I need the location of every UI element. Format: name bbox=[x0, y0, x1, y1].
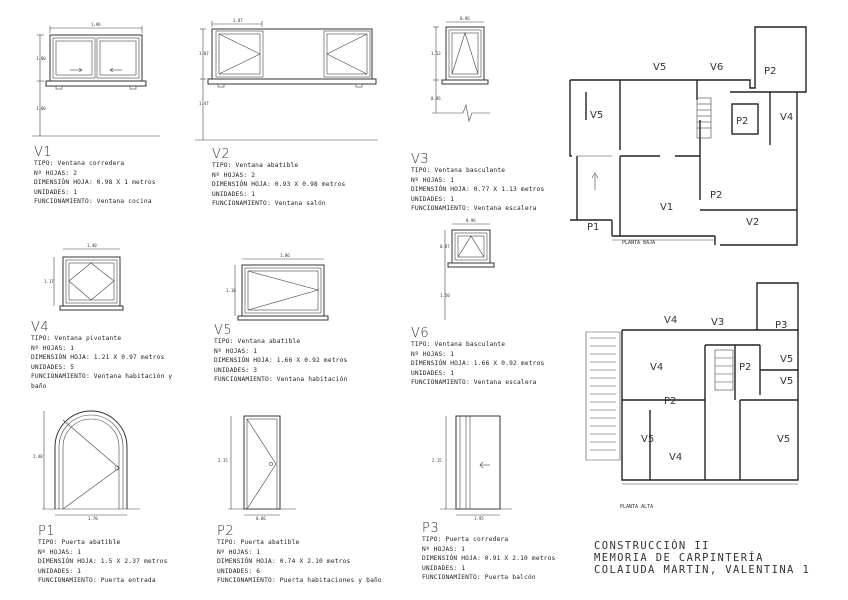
spec-v2-unidades: UNIDADES: 1 bbox=[212, 190, 256, 198]
v3-base-dim: 0.96 bbox=[431, 96, 441, 101]
v3-height-dim: 1.13 bbox=[431, 51, 441, 56]
p2-width-dim: 0.86 bbox=[256, 516, 266, 521]
pa-label-v4c: V4 bbox=[669, 452, 683, 463]
v6-width-dim: 0.96 bbox=[466, 218, 476, 223]
spec-p2-hojas: Nº HOJAS: 1 bbox=[217, 548, 261, 556]
pb-label-p2a: P2 bbox=[764, 66, 777, 77]
p3-height-dim: 2.15 bbox=[432, 458, 442, 463]
spec-v4-unidades: UNIDADES: 5 bbox=[31, 363, 75, 371]
pb-label-p2b: P2 bbox=[736, 116, 749, 127]
p1-height-dim: 2.48 bbox=[33, 454, 43, 459]
pa-label-p2a: P2 bbox=[739, 362, 752, 373]
spec-p3-dimension: DIMENSIÓN HOJA: 0.91 X 2.10 metros bbox=[422, 555, 556, 563]
title-block bbox=[594, 540, 810, 576]
spec-v2-code: V2 bbox=[212, 147, 231, 162]
spec-p2 bbox=[217, 525, 382, 586]
spec-p3-hojas: Nº HOJAS: 1 bbox=[422, 545, 466, 553]
spec-v4-code: V4 bbox=[31, 320, 50, 335]
spec-p1-funcionamiento: FUNCIONAMIENTO: Puerta entrada bbox=[38, 577, 156, 585]
v6-base-dim: 1.50 bbox=[440, 293, 450, 298]
spec-v2-funcionamiento: FUNCIONAMIENTO: Ventana salón bbox=[212, 200, 326, 208]
spec-v5-hojas: Nº HOJAS: 1 bbox=[214, 347, 258, 355]
v1-height-dim: 1.00 bbox=[36, 56, 46, 61]
pb-title: PLANTA BAJA bbox=[622, 240, 656, 246]
spec-v5-tipo: TIPO: Ventana abatible bbox=[214, 338, 301, 345]
spec-v3-unidades: UNIDADES: 1 bbox=[411, 195, 455, 203]
p1-width-dim: 1.70 bbox=[88, 516, 98, 521]
v2-height-dim: 1.07 bbox=[199, 51, 209, 56]
spec-p1-unidades: UNIDADES: 1 bbox=[38, 567, 82, 575]
spec-v6-funcionamiento: FUNCIONAMIENTO: Ventana escalera bbox=[411, 379, 537, 387]
v1-base-dim: 1.00 bbox=[36, 106, 46, 111]
spec-v4-funcionamiento-cont: baño bbox=[31, 382, 47, 390]
pa-label-v5b: V5 bbox=[780, 376, 794, 387]
spec-p1-hojas: Nº HOJAS: 1 bbox=[38, 548, 82, 556]
spec-v1-unidades: UNIDADES: 1 bbox=[34, 188, 78, 196]
spec-p3-tipo: TIPO: Puerta corredera bbox=[422, 536, 509, 543]
spec-v5-code: V5 bbox=[214, 323, 233, 338]
spec-p2-code: P2 bbox=[217, 524, 235, 539]
spec-v4-hojas: Nº HOJAS: 1 bbox=[31, 344, 75, 352]
spec-v2-hojas: Nº HOJAS: 2 bbox=[212, 171, 256, 179]
pa-label-p3: P3 bbox=[775, 320, 788, 331]
spec-v2-dimension: DIMENSIÓN HOJA: 0.93 X 0.98 metros bbox=[212, 181, 346, 189]
pa-label-v4b: V4 bbox=[650, 362, 664, 373]
spec-v3-code: V3 bbox=[411, 152, 430, 167]
pb-label-v5b: V5 bbox=[590, 110, 604, 121]
title-author-sheet: COLAIUDA MARTIN, VALENTINA 1 bbox=[594, 564, 811, 576]
spec-v2 bbox=[212, 148, 345, 209]
spec-v1-funcionamiento: FUNCIONAMIENTO: Ventana cocina bbox=[34, 198, 152, 206]
window-v3-drawing bbox=[431, 16, 490, 121]
spec-v1-code: V1 bbox=[34, 145, 53, 160]
spec-p1-dimension: DIMENSIÓN HOJA: 1.5 X 2.37 metros bbox=[38, 558, 168, 566]
spec-p3 bbox=[422, 522, 555, 583]
pb-label-v2: V2 bbox=[746, 217, 760, 228]
v4-width-dim: 1.40 bbox=[87, 243, 97, 248]
spec-p2-tipo: TIPO: Puerta abatible bbox=[217, 539, 300, 546]
spec-v6 bbox=[411, 327, 544, 388]
spec-v4-tipo: TIPO: Ventana pivotante bbox=[31, 335, 122, 342]
pa-label-v5c: V5 bbox=[641, 434, 655, 445]
pa-title: PLANTA ALTA bbox=[620, 504, 654, 510]
spec-p2-funcionamiento: FUNCIONAMIENTO: Puerta habitaciones y baño bbox=[217, 577, 382, 585]
pa-label-p2b: P2 bbox=[664, 396, 677, 407]
title-document: MEMORIA DE CARPINTERÍA bbox=[594, 552, 764, 564]
pb-label-p1: P1 bbox=[587, 222, 600, 233]
pb-label-v4: V4 bbox=[780, 112, 794, 123]
spec-v6-hojas: Nº HOJAS: 1 bbox=[411, 350, 455, 358]
window-v4-drawing bbox=[44, 243, 123, 310]
pb-label-v5a: V5 bbox=[653, 62, 667, 73]
spec-v3-hojas: Nº HOJAS: 1 bbox=[411, 176, 455, 184]
spec-p3-funcionamiento: FUNCIONAMIENTO: Puerta balcón bbox=[422, 574, 536, 582]
p2-height-dim: 2.15 bbox=[218, 458, 228, 463]
pa-label-v5d: V5 bbox=[777, 434, 791, 445]
spec-v5 bbox=[214, 324, 347, 385]
v5-width-dim: 1.86 bbox=[280, 253, 290, 258]
spec-v6-code: V6 bbox=[411, 326, 430, 341]
spec-v1-hojas: Nº HOJAS: 2 bbox=[34, 169, 78, 177]
spec-v6-tipo: TIPO: Ventana basculante bbox=[411, 341, 506, 348]
spec-p3-code: P3 bbox=[422, 521, 440, 536]
v1-width-dim: 1.96 bbox=[91, 22, 101, 27]
title-course: CONSTRUCCIÓN II bbox=[594, 540, 710, 552]
spec-v4-dimension: DIMENSIÓN HOJA: 1.21 X 0.97 metros bbox=[31, 354, 165, 362]
spec-v1-dimension: DIMENSIÓN HOJA: 0.98 X 1 metros bbox=[34, 179, 156, 187]
spec-p1 bbox=[38, 525, 168, 586]
spec-v2-tipo: TIPO: Ventana abatible bbox=[212, 162, 299, 169]
spec-p3-unidades: UNIDADES: 1 bbox=[422, 564, 466, 572]
spec-v1 bbox=[34, 146, 156, 207]
pb-label-p2c: P2 bbox=[710, 190, 723, 201]
floor-plan-upper bbox=[586, 283, 798, 510]
window-v2-drawing bbox=[195, 18, 378, 140]
spec-v4-funcionamiento: FUNCIONAMIENTO: Ventana habitación y bbox=[31, 373, 173, 381]
v4-height-dim: 1.17 bbox=[44, 279, 54, 284]
spec-v1-tipo: TIPO: Ventana corredera bbox=[34, 160, 125, 167]
spec-v5-funcionamiento: FUNCIONAMIENTO: Ventana habitación bbox=[214, 376, 348, 384]
spec-v4 bbox=[31, 321, 172, 392]
window-v6-drawing bbox=[440, 218, 494, 320]
window-v5-drawing bbox=[226, 253, 328, 320]
spec-v5-unidades: UNIDADES: 3 bbox=[214, 366, 258, 374]
spec-v3 bbox=[411, 153, 544, 214]
pa-label-v5a: V5 bbox=[780, 354, 794, 365]
spec-v3-funcionamiento: FUNCIONAMIENTO: Ventana escalera bbox=[411, 205, 537, 213]
spec-v6-dimension: DIMENSIÓN HOJA: 1.66 X 0.92 metros bbox=[411, 360, 545, 368]
door-p3-drawing bbox=[432, 416, 512, 521]
door-p1-drawing bbox=[33, 411, 140, 521]
spec-v6-unidades: UNIDADES: 1 bbox=[411, 369, 455, 377]
p3-width-dim: 1.95 bbox=[474, 516, 484, 521]
spec-v3-dimension: DIMENSIÓN HOJA: 0.77 X 1.13 metros bbox=[411, 186, 545, 194]
pa-label-v4a: V4 bbox=[664, 315, 678, 326]
v6-height-dim: 0.87 bbox=[440, 244, 450, 249]
v3-width-dim: 0.96 bbox=[460, 16, 470, 21]
spec-p1-code: P1 bbox=[38, 524, 56, 539]
pa-label-v3: V3 bbox=[711, 317, 725, 328]
pb-label-v6: V6 bbox=[710, 62, 724, 73]
v2-base-dim: 1.47 bbox=[199, 101, 209, 106]
spec-p2-dimension: DIMENSIÓN HOJA: 0.74 X 2.10 metros bbox=[217, 558, 351, 566]
v2-width-dim: 1.87 bbox=[233, 18, 243, 23]
window-v1-drawing bbox=[32, 22, 160, 136]
pb-label-v1: V1 bbox=[660, 202, 674, 213]
v5-height-dim: 1.10 bbox=[226, 288, 236, 293]
spec-v5-dimension: DIMENSIÓN HOJA: 1.66 X 0.92 metros bbox=[214, 357, 348, 365]
spec-v3-tipo: TIPO: Ventana basculante bbox=[411, 167, 506, 174]
floor-plan-ground bbox=[570, 27, 806, 246]
door-p2-drawing bbox=[218, 416, 296, 521]
spec-p2-unidades: UNIDADES: 6 bbox=[217, 567, 261, 575]
spec-p1-tipo: TIPO: Puerta abatible bbox=[38, 539, 121, 546]
